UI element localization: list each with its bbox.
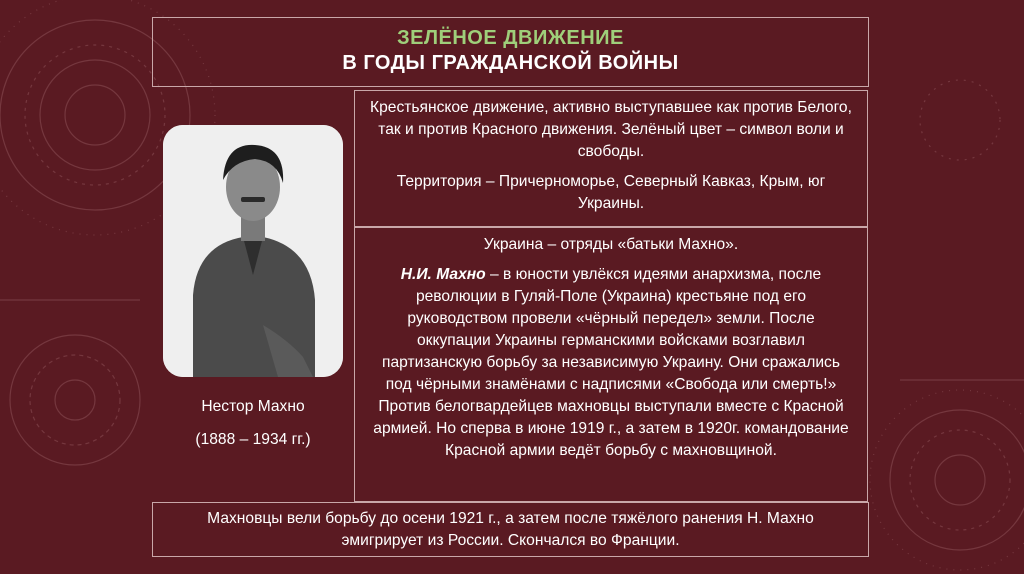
title-line-1: ЗЕЛЁНОЕ ДВИЖЕНИЕ	[397, 27, 624, 49]
portrait-photo	[163, 125, 343, 377]
title-line-2: В ГОДЫ ГРАЖДАНСКОЙ ВОЙНЫ	[342, 52, 679, 74]
photo-caption-years: (1888 – 1934 гг.)	[195, 431, 311, 448]
makhno-biography	[369, 264, 853, 462]
title-box	[152, 17, 869, 87]
makhno-name: Н.И. Махно	[400, 266, 486, 283]
conclusion-box	[152, 502, 869, 557]
description-box	[354, 90, 868, 227]
ukraine-units-text: Украина – отряды «батьки Махно».	[483, 236, 739, 253]
photo-caption-name: Нестор Махно	[201, 398, 305, 415]
makhno-biography-text: – в юности увлёкся идеями анархизма, после революции в Гуляй-Поле (Украина) крестьяне под его руководством провели «чёрный передел» земли. После оккупации Украины германскими войсками возглавил партизанскую борьбу за независимую Украину. Они сражались под чёрными знамёнами с надписями «Свобода или смерть!» Против белогвардейцев махновцы выступали вместе с Красной армией. Но сперва в июне 1919 г., а затем в 1920г. командование Красной армии ведёт борьбу с махновщиной.	[373, 266, 849, 459]
conclusion-text: Махновцы вели борьбу до осени 1921 г., а затем после тяжёлого ранения Н. Махно эмигрирует из России. Скончался во Франции.	[207, 510, 814, 549]
territory-text: Территория – Причерноморье, Северный Кавказ, Крым, юг Украины.	[396, 173, 826, 212]
movement-description: Крестьянское движение, активно выступавшее как против Белого, так и против Красного движения. Зелёный цвет – символ воли и свободы.	[370, 99, 852, 160]
makhno-box	[354, 227, 868, 502]
portrait-illustration	[163, 125, 343, 377]
